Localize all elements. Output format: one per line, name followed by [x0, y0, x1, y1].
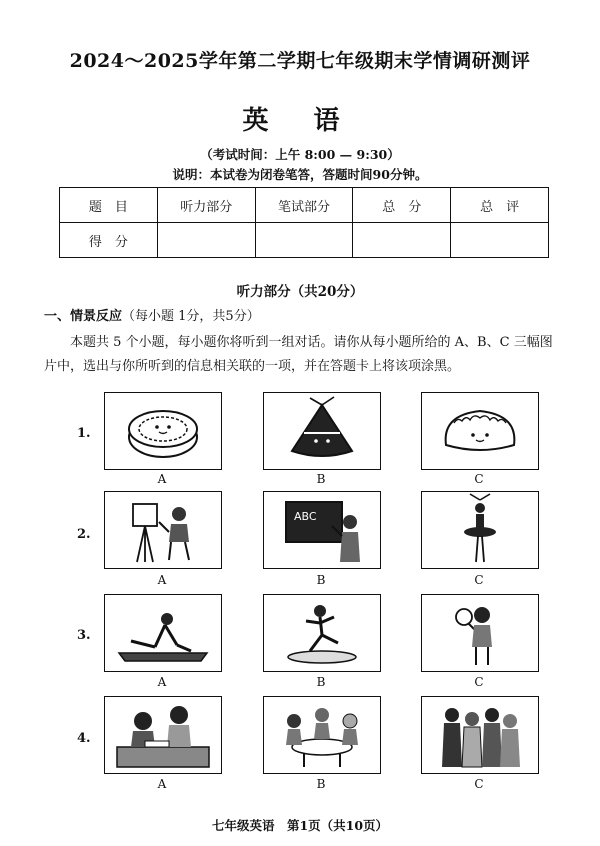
- option-label: A: [157, 777, 167, 791]
- table-cell: 总 评: [451, 188, 549, 223]
- question-number: 2.: [77, 527, 91, 542]
- table-cell: 笔试部分: [255, 188, 353, 223]
- question-number: 4.: [77, 731, 91, 746]
- group-of-friends-image[interactable]: [421, 696, 539, 774]
- option-label: C: [474, 675, 484, 689]
- score-table: [59, 187, 549, 258]
- teacher-blackboard-image[interactable]: [263, 491, 381, 569]
- option-label: C: [474, 472, 484, 486]
- score-cell: [255, 223, 353, 258]
- option-label: B: [316, 675, 326, 689]
- section-points: （每小题 1分，共5分）: [122, 309, 260, 324]
- mother-son-reading-image[interactable]: [104, 696, 222, 774]
- option-label: B: [316, 777, 326, 791]
- painting-girl-image[interactable]: [104, 491, 222, 569]
- table-cell: 听力部分: [157, 188, 255, 223]
- subject-title: 英 语: [242, 106, 358, 136]
- option-label: A: [157, 472, 167, 486]
- blackboard-text: ABC: [294, 510, 317, 523]
- option-label: C: [474, 573, 484, 587]
- table-cell: 题 目: [60, 188, 158, 223]
- table-cell: 总 分: [353, 188, 451, 223]
- section-title: 一、情景反应: [44, 309, 123, 324]
- question-number: 3.: [77, 628, 91, 643]
- page-footer: 七年级英语 第1页（共10页）: [211, 818, 389, 833]
- option-label: C: [474, 777, 484, 791]
- ballet-dancer-image[interactable]: [421, 491, 539, 569]
- score-table-header-row: [60, 188, 549, 223]
- option-label: B: [316, 573, 326, 587]
- mooncake-image[interactable]: [104, 392, 222, 470]
- exam-title: 2024～2025学年第二学期七年级期末学情调研测评: [69, 50, 531, 72]
- exam-time: （考试时间：上午 8:00 — 9:30）: [200, 147, 400, 162]
- family-dinner-image[interactable]: [263, 696, 381, 774]
- table-cell: 得 分: [60, 223, 158, 258]
- dumpling-image[interactable]: [421, 392, 539, 470]
- question-number: 1.: [77, 426, 91, 441]
- section-heading: [44, 305, 260, 324]
- ice-skating-image[interactable]: [263, 594, 381, 672]
- option-label: A: [157, 573, 167, 587]
- exam-note: 说明：本试卷为闭卷笔答，答题时间90分钟。: [172, 167, 428, 182]
- score-cell: [157, 223, 255, 258]
- score-cell: [353, 223, 451, 258]
- zongzi-image[interactable]: [263, 392, 381, 470]
- score-cell: [451, 223, 549, 258]
- option-label: A: [157, 675, 167, 689]
- tennis-girl-image[interactable]: [421, 594, 539, 672]
- part-title: 听力部分（共20分）: [236, 284, 364, 300]
- score-table-score-row: [60, 223, 549, 258]
- option-label: B: [316, 472, 326, 486]
- yoga-image[interactable]: [104, 594, 222, 672]
- section-instructions: 本题共 5 个小题，每小题你将听到一组对话。请你从每小题所给的 A、B、C 三幅图片中，选出与你所听到的信息相关联的一项，并在答题卡上将该项涂黑。: [44, 335, 553, 374]
